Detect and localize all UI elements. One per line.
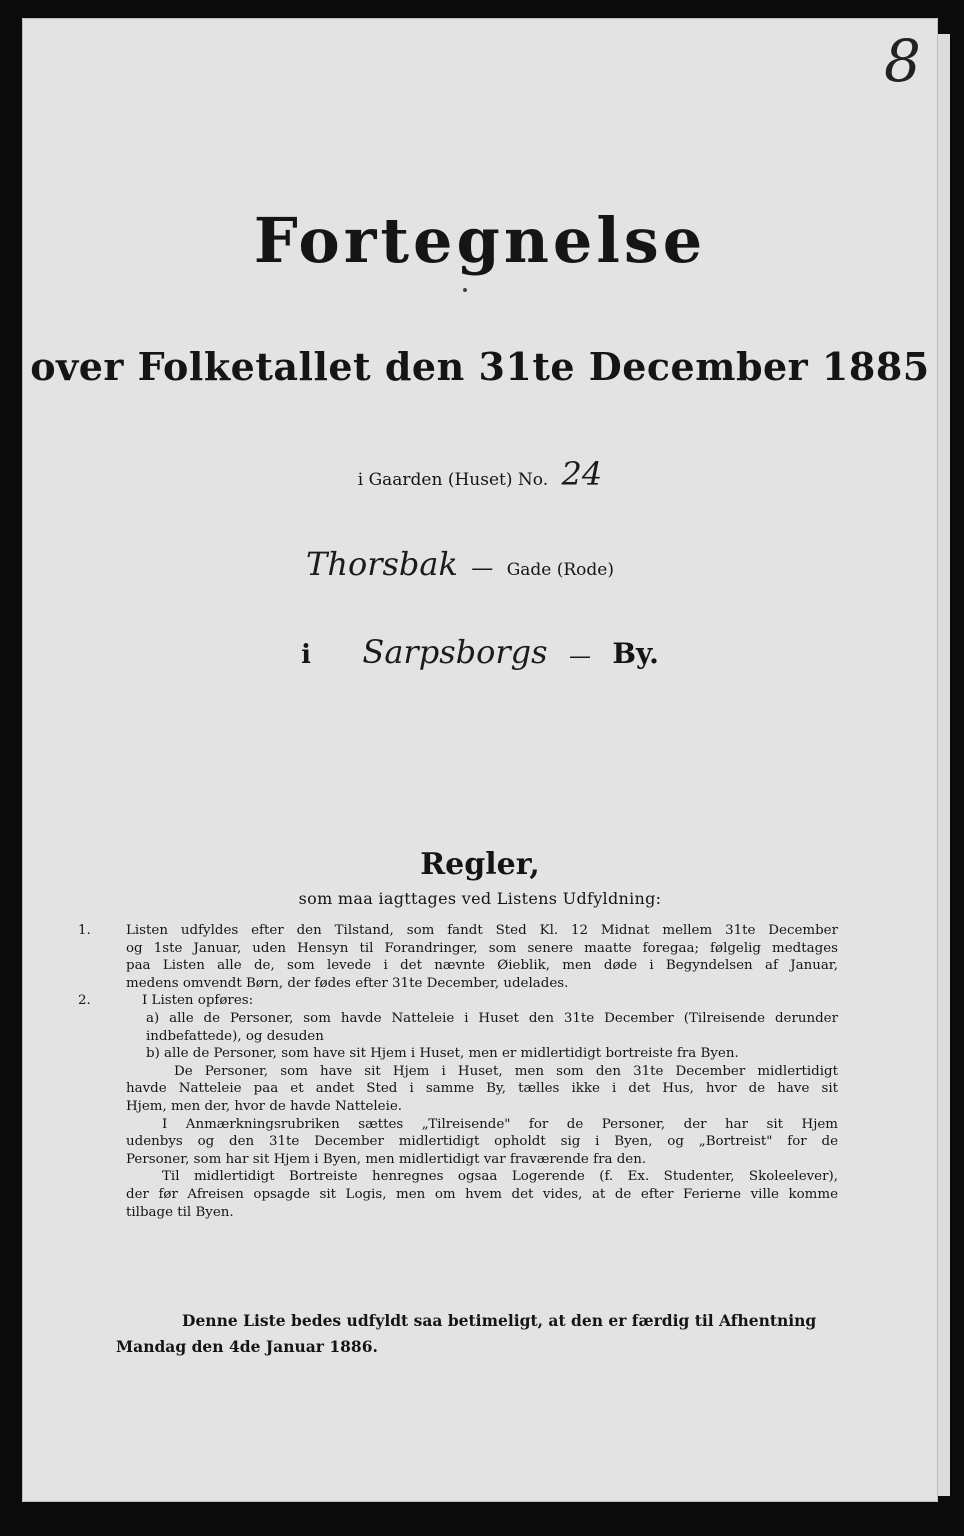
rule-text: udenbys og den 31te December midlertidigt opholdt sig i Byen, og „Bortreist" for de bbox=[126, 1134, 838, 1150]
house-number-handwritten: 24 bbox=[561, 455, 603, 493]
rule-number: 1. bbox=[78, 923, 91, 938]
street-line bbox=[22, 545, 938, 583]
rule-line bbox=[126, 1080, 838, 1098]
rule-text: Listen udfyldes efter den Tilstand, som fandt Sted Kl. 12 Midnat mellem 31te December bbox=[126, 923, 838, 938]
street-name-handwritten: Thorsbak bbox=[305, 545, 458, 583]
closing-note bbox=[116, 1308, 817, 1360]
rule-number: 2. bbox=[78, 993, 91, 1009]
rule-text: medens omvendt Børn, der fødes efter 31te December, udelades. bbox=[126, 975, 569, 991]
form-subtitle: over Folketallet den 31te December 1885 bbox=[30, 344, 930, 389]
city-prefix: i bbox=[301, 640, 312, 670]
rule-text: I Listen opføres: bbox=[142, 993, 254, 1009]
census-form-page bbox=[22, 18, 938, 1502]
house-label: i Gaarden (Huset) No. bbox=[357, 470, 549, 490]
rules-body bbox=[78, 922, 838, 1221]
rule-text: De Personer, som have sit Hjem i Huset, men som den 31te December midlertidigt bbox=[174, 1063, 838, 1079]
rule-line bbox=[78, 992, 838, 1010]
rule-text: a) alle de Personer, som havde Natteleie i Huset den 31te December (Tilreisende derunder bbox=[146, 1010, 838, 1026]
rule-line bbox=[78, 922, 838, 940]
rule-line bbox=[126, 940, 838, 958]
rule-line bbox=[126, 1063, 838, 1081]
rule-text: I Anmærkningsrubriken sættes „Tilreisende" for de Personer, der har sit Hjem bbox=[162, 1116, 838, 1132]
closing-line-1: Denne Liste bedes udfyldt saa betimeligt, at den er færdig til Afhentning bbox=[182, 1311, 817, 1330]
city-name-handwritten: Sarpsborgs bbox=[362, 633, 548, 671]
city-dash: — bbox=[568, 644, 591, 669]
form-title: Fortegnelse bbox=[253, 204, 707, 277]
rule-text: havde Natteleie paa et andet Sted i samme By, tælles ikke i det Hus, hvor de have sit bbox=[126, 1081, 838, 1097]
rules-intro: som maa iagttages ved Listens Udfyldning: bbox=[298, 889, 662, 908]
city-label: By. bbox=[612, 637, 659, 670]
rule-line bbox=[126, 1028, 838, 1046]
rule-line bbox=[126, 1098, 838, 1116]
rule-line bbox=[126, 957, 838, 975]
rule-text: der før Afreisen opsagde sit Logis, men om hvem det vides, at de efter Ferierne ville komme bbox=[126, 1186, 838, 1202]
rule-line bbox=[126, 1045, 838, 1063]
rule-line bbox=[126, 1133, 838, 1151]
rule-line bbox=[126, 1151, 838, 1169]
rule-line bbox=[126, 1204, 838, 1222]
city-line bbox=[22, 633, 938, 671]
rule-text: Hjem, men der, hvor de havde Natteleie. bbox=[126, 1098, 403, 1114]
rule-line bbox=[126, 1010, 838, 1028]
rule-text: Personer, som har sit Hjem i Byen, men midlertidigt var fraværende fra den. bbox=[126, 1151, 647, 1167]
rule-text: og 1ste Januar, uden Hensyn til Forandringer, som senere maatte foregaa; følgelig medtages bbox=[126, 940, 838, 956]
rule-line bbox=[126, 1116, 838, 1134]
street-dash: — bbox=[471, 556, 494, 581]
rule-text: paa Listen alle de, som levede i det nævnte Øieblik, men døde i Begyndelsen af Januar, bbox=[126, 958, 838, 974]
ink-dot bbox=[463, 288, 467, 292]
house-line bbox=[22, 455, 938, 493]
rule-line bbox=[126, 1168, 838, 1186]
rule-line bbox=[126, 1186, 838, 1204]
rule-text: indbefattede), og desuden bbox=[146, 1028, 324, 1044]
rule-text: tilbage til Byen. bbox=[126, 1204, 234, 1220]
rule-text: Til midlertidigt Bortreiste henregnes ogsaa Logerende (f. Ex. Studenter, Skoleelever), bbox=[162, 1169, 838, 1185]
closing-line-2: Mandag den 4de Januar 1886. bbox=[116, 1337, 378, 1356]
rule-text: b) alle de Personer, som have sit Hjem i Huset, men er midlertidigt bortreiste fra Byen. bbox=[146, 1046, 739, 1062]
handwritten-page-number: 8 bbox=[884, 27, 921, 95]
street-label: Gade (Rode) bbox=[506, 560, 614, 580]
rules-heading: Regler, bbox=[420, 847, 540, 882]
rule-line bbox=[126, 975, 838, 993]
